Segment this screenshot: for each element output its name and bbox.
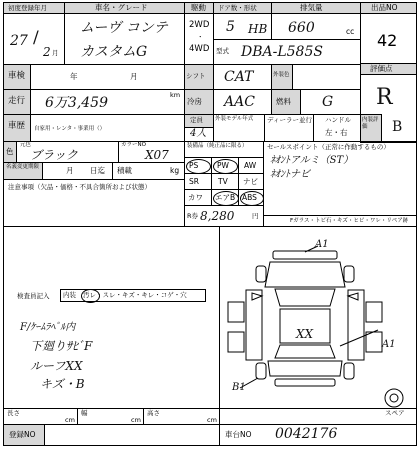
door-label: ドア数・形状 [218,4,257,12]
disp-value: 660 [288,20,315,36]
footer-row [3,424,417,446]
width-label: 幅 [81,409,88,417]
interior-prefix: 内装 [63,291,76,299]
chassis-value: 0042176 [275,426,338,442]
drive-2wd: 2WD [189,20,210,30]
grade-value: R [376,85,393,110]
mileage-unit: km [170,91,181,99]
chassis-label: 車台NO [225,430,252,439]
footer-divider [219,424,220,446]
load-unit: kg [170,166,180,175]
color-value: ブラック [30,148,78,162]
shift-label: シフト [186,72,206,80]
inspect-month: 月 [130,72,138,81]
interior-options: 汚レ・スレ・キズ・キレ・コゲ・穴 [83,291,187,299]
equip-navi: ナビ [243,177,258,186]
color-sublabel: 元色 [20,142,32,148]
ac-label: 冷房 [187,97,202,106]
interior-grade-label: 内装評価 [362,117,379,130]
lot-label: 出品NO [371,3,398,12]
equip-aw: AW [244,161,257,170]
length-label: 長さ [7,409,20,417]
ext-color-label: 外装色 [273,72,290,78]
equip-tv: TV [218,177,228,186]
equip-abs: ABS [242,193,257,202]
mileage-value: 6万3,459 [45,95,108,111]
equip-pw: PW [217,161,229,170]
length-unit: cm [65,416,75,424]
equipment-label: 装備品（純正品に限る） [187,143,248,149]
width-unit: cm [131,416,141,424]
inspector-note-4: キズ・B [40,377,85,391]
fuel-value: G [322,94,334,110]
handle-value: 左・右 [325,128,348,137]
reg-year: 27 [10,33,28,49]
reg-slash: / [33,28,39,48]
drive-dot: ・ [197,33,204,41]
color-code-value: X07 [145,148,169,162]
dims-div-1 [77,408,78,425]
drive-label: 駆動 [191,3,206,12]
glass-legend: Fガラス・トビ石・キズ・ヒビ・ワレ・リペア跡 [290,218,409,224]
r-ticket-value: 8,280 [200,209,235,223]
dealer-label: ディーラー並行 [267,116,312,124]
shift-value: CAT [224,69,254,85]
sales-line-2: ﾈｵﾝﾄナビ [270,169,310,180]
history-sub: 自家用・レンタ・事業用（） [34,126,106,132]
equip-airbag: エアB [215,193,236,202]
handle-label: ハンドル [325,116,351,124]
mark-a1-side: A1 [382,339,396,350]
equip-sr: SR [189,177,199,186]
model-code-value: DBA-L585S [241,44,323,60]
r-ticket-label: R券 [187,212,199,220]
first-reg-label: 初度登録年月 [8,4,47,12]
body-shape: HB [248,22,268,36]
seats-value: 4人 [190,128,207,139]
height-label: 高さ [147,409,160,417]
load-label: 積載 [117,166,132,175]
door-count: 5 [226,19,235,35]
color-label: 色 [6,147,14,156]
mark-b1-rear: B1 [232,382,246,393]
model-year-label: 外装モデル年式 [215,116,254,122]
inspector-note-2: 下廻りｻﾋﾞF [30,339,93,353]
mark-a1-front: A1 [315,239,329,250]
reg-no-label: 登録NO [9,430,36,439]
model-code-label: 型式 [216,47,229,55]
drive-4wd: 4WD [189,44,210,54]
disp-label: 排気量 [300,3,323,12]
deed-month: 月 [66,166,74,175]
fuel-label: 燃料 [276,97,291,106]
lot-number: 42 [377,31,398,50]
deed-day: 日迄 [90,166,105,175]
sales-label: セールスポイント（正常に作動するもの） [267,143,390,151]
inspector-label: 検査員記入 [17,292,50,300]
dims-div-2 [143,408,144,425]
dims-div-3 [219,408,220,425]
height-unit: cm [207,416,217,424]
seats-label: 定員 [190,116,203,124]
car-name-label: 車名・グレード [95,3,148,12]
spare-label: スペア [385,409,405,417]
ac-value: AAC [224,94,255,110]
car-name-value: ムーヴ コンテ [80,20,168,36]
mark-xx-roof: XX [296,327,314,341]
inspector-note-3: ルーフXX [30,359,83,373]
equip-leather: カワ [188,193,203,202]
color-code-label: カラーNO [121,142,146,148]
r-ticket-unit: 円 [252,212,259,220]
history-label: 車歴 [8,121,26,131]
car-grade-value: カスタムG [80,44,148,60]
interior-grade-value: B [392,119,403,135]
mileage-label: 走行 [8,96,26,106]
disp-unit: cc [346,27,355,36]
inspect-year: 年 [70,72,78,81]
reg-month-unit: 月 [52,49,59,57]
equip-ps: PS [189,161,199,170]
grade-label: 評価点 [370,64,393,73]
inspector-note-1: F/ｹｰﾑﾗﾍﾟﾙ内 [20,322,76,333]
notes-label: 注意事項（欠品・価格・不具合箇所および状態） [8,183,151,191]
deed-label: 名義変更期限 [6,164,40,170]
sales-line-1: ﾈｵﾝﾄアルミ（ST） [270,155,354,166]
inspect-label: 車検 [8,71,26,81]
reg-month: 2 [43,45,51,59]
